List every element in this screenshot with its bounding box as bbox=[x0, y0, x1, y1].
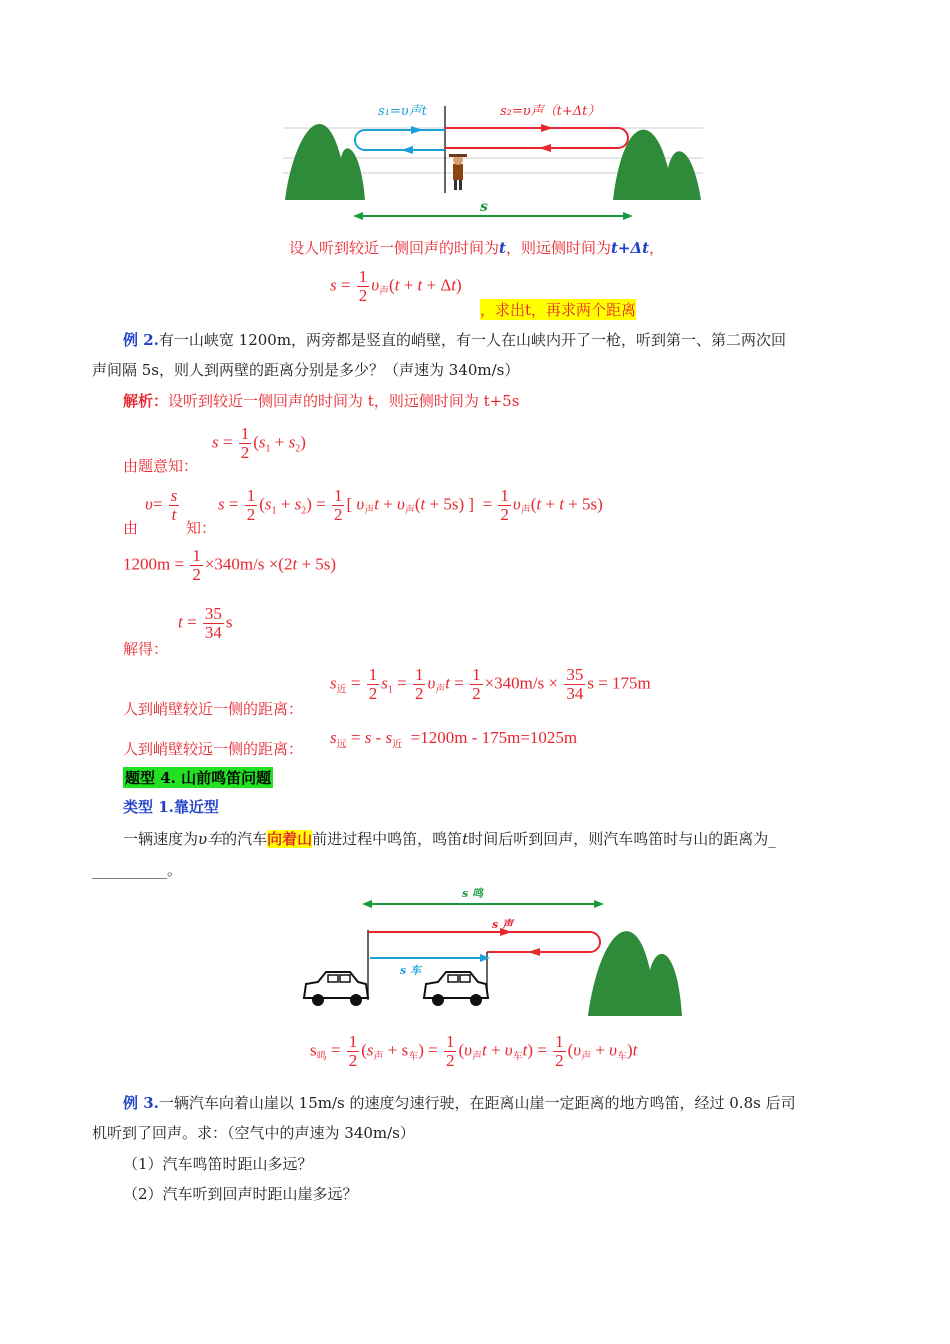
formula-s-half: s = $\frac{1}{2}$ $(s_1 + s_2)$ bbox=[212, 424, 306, 462]
car-para-line2: __________。 bbox=[92, 861, 183, 879]
label-s1: s₁=υ声t bbox=[378, 104, 427, 119]
solve-label: 解得： bbox=[123, 640, 169, 658]
mountain bbox=[588, 931, 682, 1016]
formula-note: ，求出t，再求两个距离 bbox=[480, 301, 637, 319]
formula-s-echo: s = $\frac{1}{2}$ $\upsilon_声(t + t + \Delta t)$ bbox=[330, 267, 462, 305]
car-left bbox=[304, 972, 368, 1006]
formula-v: υ= $\frac{s}{t}$ bbox=[145, 486, 178, 524]
subhead-approach: 类型 1.靠近型 bbox=[123, 798, 219, 816]
label-s-ming: s 鸣 bbox=[462, 887, 484, 900]
formula-s-ming: $s_鸣$ = $\frac{1}{2}$ $(s_声 + s_车)$ = $\frac{1}{2}$ $(\upsilon_声t + \upsilon_车t)$ = $\frac{1}{2}$ $(\upsilon_声 + \upsilon_车)t$ bbox=[310, 1032, 638, 1070]
car-echo-figure bbox=[300, 880, 690, 1030]
by-label2: 知： bbox=[186, 519, 217, 537]
canyon-echo-figure bbox=[283, 98, 703, 228]
ex3-line1: 例 3.一辆汽车向着山崖以 15m/s 的速度匀速行驶，在距离山崖一定距离的地方鸣笛，经过 0.8s 后司 bbox=[123, 1094, 796, 1112]
fig1-caption: 设人听到较近一侧回声的时间为t，则远侧时间为t+Δt， bbox=[289, 239, 665, 257]
formula-near: $s_近$ = $\frac{1}{2}$ $s_1$ = $\frac{1}{2}$ $\upsilon_声t$ = $\frac{1}{2}$ ×340m/s × $\frac{35}{34}$ s = 175m bbox=[330, 665, 651, 703]
car-para-line1: 一辆速度为υ车的汽车向着山前进过程中鸣笛，鸣笛t时间后听到回声，则汽车鸣笛时与山的距离为_ bbox=[123, 830, 776, 848]
formula-1200: 1200m = $\frac{1}{2}$ ×340m/s ×(2t + 5s) bbox=[123, 546, 337, 584]
ex2-line1: 例 2.有一山峡宽 1200m，两旁都是竖直的峭壁，有一人在山峡内开了一枪，听到第一、第二两次回 bbox=[123, 331, 787, 349]
ex3-q1: （1）汽车鸣笛时距山多远？ bbox=[123, 1155, 313, 1173]
car-right bbox=[424, 972, 488, 1006]
known-label: 由题意知： bbox=[123, 457, 199, 475]
heading-type4: 题型 4. 山前鸣笛问题 bbox=[125, 769, 272, 787]
ex2-analysis: 解析：设听到较近一侧回声的时间为 t，则远侧时间为 t+5s bbox=[123, 392, 520, 410]
formula-expand: s = $\frac{1}{2}$ $(s_1 + s_2)$ = $\frac{1}{2}$ [ $\upsilon_声t + \upsilon_声(t + 5s)$ ] = $\frac{1}{2}$ $\upsilon_声(t + t + 5s)$ bbox=[218, 486, 603, 524]
near-label: 人到峭壁较近一侧的距离： bbox=[123, 700, 304, 718]
label-s: s bbox=[480, 199, 488, 215]
label-s2: s₂=υ声（t+Δt） bbox=[500, 104, 601, 119]
label-s-che: s 车 bbox=[400, 964, 422, 977]
ex2-line2: 声间隔 5s，则人到两壁的距离分别是多少？（声速为 340m/s） bbox=[92, 361, 520, 379]
label-s-sheng: s 声 bbox=[492, 918, 514, 931]
formula-t: t = $\frac{35}{34}$ s bbox=[178, 604, 233, 642]
far-label: 人到峭壁较远一侧的距离： bbox=[123, 740, 304, 758]
ex3-q2: （2）汽车听到回声时距山崖多远？ bbox=[123, 1185, 358, 1203]
left-mountain bbox=[285, 124, 365, 200]
formula-far: $s_远 = s - s_近 =1200m - 175m=1025m$ bbox=[330, 728, 578, 751]
right-mountain bbox=[613, 130, 701, 200]
by-label: 由 bbox=[123, 519, 139, 537]
ex3-line2: 机听到了回声。求：（空气中的声速为 340m/s） bbox=[92, 1124, 415, 1142]
